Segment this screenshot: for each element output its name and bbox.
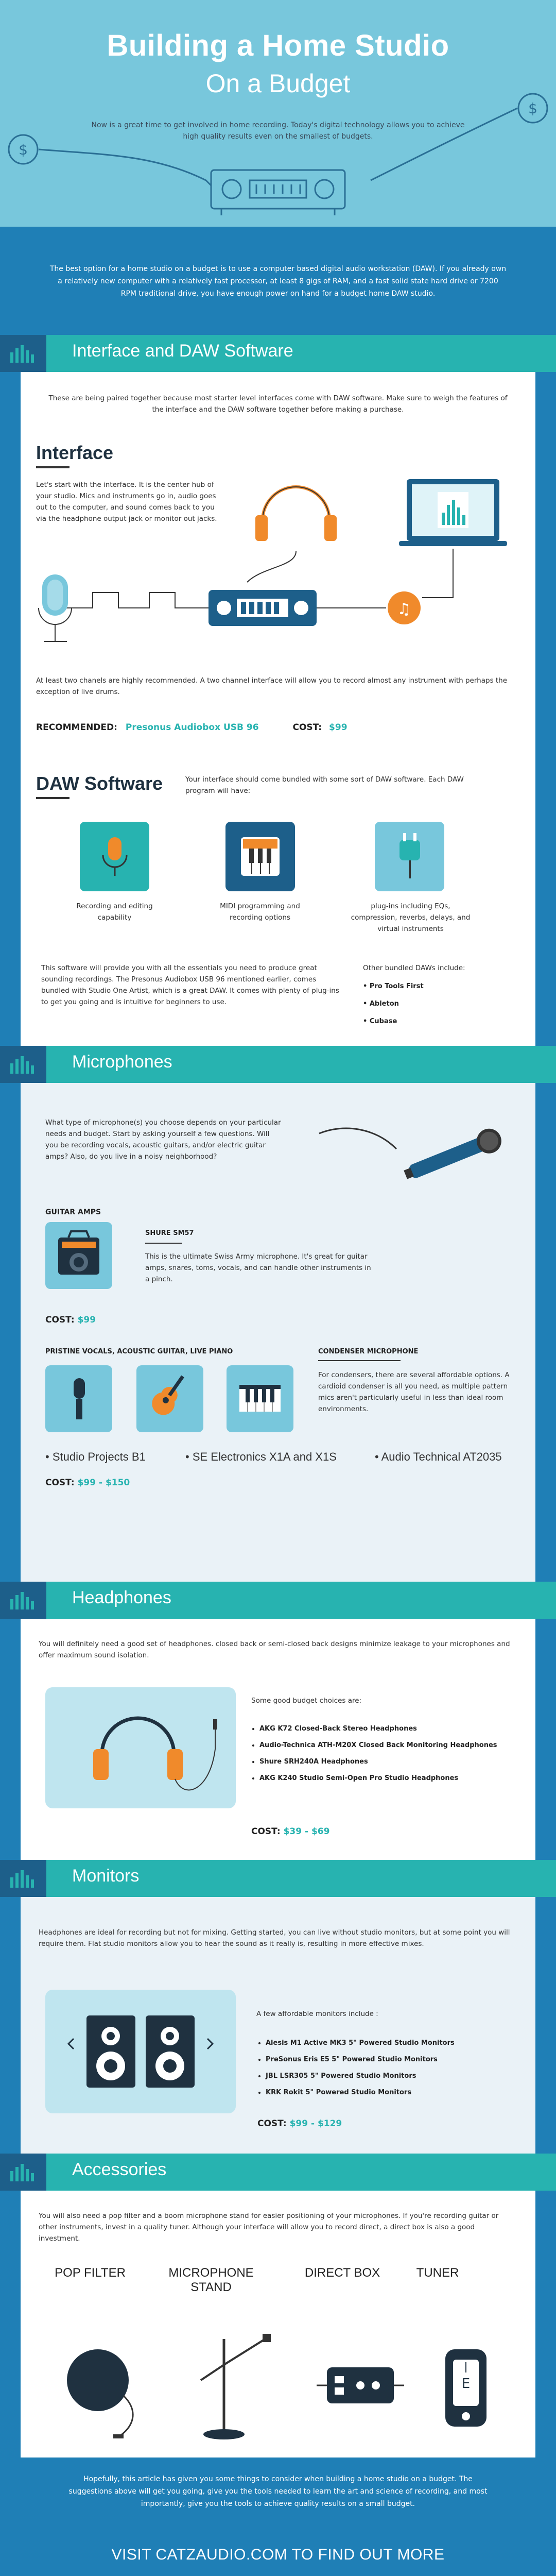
list-item: • Audio-Technica ATH-M20X Closed Back Monitoring Headphones: [259, 1737, 537, 1754]
hero-text: Now is a great time to get involved in home recording. Today's digital technology allows you to achieve high quality results even on the smallest of budgets.: [91, 121, 465, 141]
monitors-band: [0, 1860, 556, 1897]
monitors-choices-label: A few affordable monitors include :: [256, 2010, 378, 2018]
svg-text:$: $: [528, 100, 537, 117]
feature-midi: MIDI programming and recording options: [220, 902, 300, 922]
feature-recording: Recording and editing capability: [76, 902, 153, 922]
condenser-underline: [318, 1360, 401, 1361]
list-item: • Pro Tools First: [363, 982, 424, 990]
monitors-illustration: [45, 1990, 236, 2113]
list-item: • AKG K240 Studio Semi-Open Pro Studio Headphones: [259, 1770, 537, 1787]
interface-cost-label: COST:: [292, 722, 322, 733]
guitar-amps-label: GUITAR AMPS: [45, 1208, 101, 1216]
interface-daw-title: Interface and DAW Software: [72, 341, 293, 361]
pristine-label: PRISTINE VOCALS, ACOUSTIC GUITAR, LIVE PIANO: [45, 1348, 233, 1355]
mic-cost-2: COST: $99 - $150: [45, 1478, 130, 1488]
hero-section: [0, 0, 556, 227]
headphones-lead: You will definitely need a good set of headphones. closed back or semi-closed back designs minimize leakage to your microphones and offer maximum sound isolation.: [39, 1640, 510, 1659]
svg-text:♫: ♫: [397, 600, 411, 618]
condenser-label: CONDENSER MICROPHONE: [318, 1348, 419, 1355]
piano-icon: [227, 1365, 293, 1432]
acoustic-guitar-icon: [136, 1365, 203, 1432]
list-item: • KRK Rokit 5" Powered Studio Monitors: [266, 2084, 533, 2101]
guitar-amp-icon: [45, 1222, 112, 1289]
pop-filter-icon: [67, 2349, 133, 2438]
accessories-band: [0, 2154, 556, 2191]
accessories-title: Accessories: [72, 2160, 167, 2179]
microphones-band: [0, 1046, 556, 1083]
headphones-icon: [255, 487, 337, 541]
feature-plugins: plug-ins including EQs, compression, reverbs, delays, and virtual instruments: [351, 902, 471, 933]
accessories-illustrations: [31, 2303, 525, 2452]
other-daws-list: [363, 978, 424, 1030]
interface-daw-lead: These are being paired together because most starter level interfaces come with DAW software. Make sure to weigh the features of the interface and the DAW software together before making a purchase.: [48, 394, 508, 414]
channels-text: At least two chanels are highly recommended. A two channel interface will allow you to record almost any instrument with perhaps the exception of live drums.: [36, 676, 508, 696]
sm57-text: This is the ultimate Swiss Army microphone. It's great for guitar amps, snares, toms, vocals, and can handle other instruments in a pinch.: [145, 1252, 371, 1283]
daw-heading: DAW Software: [36, 773, 163, 799]
list-item: • Ableton: [363, 1000, 399, 1008]
svg-text:$: $: [19, 141, 28, 158]
midi-feature-icon: [225, 822, 295, 891]
interface-daw-band: [0, 335, 556, 372]
headphones-title: Headphones: [72, 1588, 171, 1607]
plugin-feature-icon: [375, 822, 444, 891]
sm57-label: SHURE SM57: [145, 1229, 194, 1237]
list-item: • Alesis M1 Active MK3 5" Powered Studio Monitors: [266, 2035, 533, 2052]
intro-section: [0, 247, 556, 335]
headphones-list: [250, 1721, 537, 1787]
equalizer-icon: [10, 2164, 41, 2181]
handheld-mic-icon: [314, 1118, 510, 1185]
interface-diagram: [31, 464, 525, 659]
mic-cost-1: COST: $99: [45, 1315, 96, 1325]
equalizer-icon: [10, 1056, 41, 1074]
svg-text:E: E: [461, 2376, 471, 2392]
condenser-text: For condensers, there are several affordable options. A cardioid condenser is all you need, as multiple pattern mics aren't particularly useful in less than ideal room environments.: [318, 1371, 510, 1413]
headphones-band: [0, 1582, 556, 1619]
monitors-title: Monitors: [72, 1866, 140, 1886]
recommended-line: [36, 722, 348, 733]
sm57-underline: [145, 1243, 182, 1244]
laptop-icon: [399, 479, 507, 546]
headphones-cost: COST: $39 - $69: [251, 1826, 330, 1837]
list-item: • JBL LSR305 5" Powered Studio Monitors: [266, 2068, 533, 2084]
microphone-icon: [39, 574, 72, 641]
monitors-list: [256, 2035, 533, 2101]
list-item: • AKG K72 Closed-Back Stereo Headphones: [259, 1721, 537, 1737]
list-item: • PreSonus Eris E5 5" Powered Studio Monitors: [266, 2052, 533, 2068]
recommended-value: Presonus Audiobox USB 96: [125, 722, 259, 733]
recommended-label: RECOMMENDED:: [36, 722, 117, 733]
monitors-lead: Headphones are ideal for recording but not for mixing. Getting started, you can live without studio monitors, but at some point you will require them. Flat studio monitors allow you to hear the sound as it really is, resulting in more effective mixes.: [39, 1928, 510, 1948]
recording-feature-icon: [80, 822, 149, 891]
mic-option-1: • Studio Projects B1: [45, 1450, 146, 1463]
interface-text: Let's start with the interface. It is the center hub of your studio. Mics and instruments go in, audio goes out to the computer, and sound comes back to you via the headphone output jack or monitor out jacks.: [36, 481, 217, 523]
headphones-illustration: [45, 1687, 236, 1808]
direct-box-icon: [317, 2367, 404, 2403]
tuner-icon: [445, 2349, 486, 2427]
footer-cta-link[interactable]: VISIT CATZAUDIO.COM TO FIND OUT MORE: [111, 2546, 445, 2563]
accessories-lead: You will also need a pop filter and a boom microphone stand for easier positioning of your microphones. If you're recording guitar or other instruments, invest in a quality tuner. Although your interface will allow you to record direct, a direct box is also a good investment.: [39, 2212, 499, 2243]
direct-box-label: DIRECT BOX: [304, 2266, 380, 2280]
headphones-choices-label: Some good budget choices are:: [251, 1697, 362, 1705]
tuner-label: TUNER: [416, 2266, 459, 2280]
list-item: • Shure SRH240A Headphones: [259, 1754, 537, 1770]
equalizer-icon: [10, 1592, 41, 1609]
equalizer-icon: [10, 345, 41, 363]
interface-heading: Interface: [36, 442, 113, 468]
mic-option-2: • SE Electronics X1A and X1S: [185, 1450, 337, 1463]
audio-interface-icon: [208, 590, 317, 626]
interface-cost-value: $99: [329, 722, 348, 733]
condenser-mic-icon: [45, 1365, 112, 1432]
microphones-title: Microphones: [72, 1052, 172, 1072]
other-daws-label: Other bundled DAWs include:: [363, 964, 465, 972]
hero-title: Building a Home Studio: [107, 29, 449, 62]
hero-subtitle: On a Budget: [205, 69, 351, 98]
mic-stand-label: MICROPHONE STAND: [168, 2266, 254, 2294]
intro-text: The best option for a home studio on a budget is to use a computer based digital audio workstation (DAW). If you already own a relatively new computer with a relatively fast processor, at least 8 gigs of RAM, and a fast solid state hard drive or 7200 RPM traditional drive, you have enough power on hand for a budget home DAW studio.: [49, 265, 507, 298]
mic-option-3: • Audio Technical AT2035: [375, 1450, 502, 1463]
daw-text: This software will provide you with all the essentials you need to produce great sounding recordings. The Presonus Audiobox USB 96 mentioned earlier, comes bundled with Studio One Artist, which is a great DAW. It comes with plenty of plug-ins to get you going and is intuitive for beginners to use.: [41, 964, 339, 1006]
monitors-cost: COST: $99 - $129: [257, 2119, 342, 2129]
music-note-icon: [388, 591, 421, 624]
list-item: • Cubase: [363, 1018, 397, 1025]
equalizer-icon: [10, 1870, 41, 1888]
microphones-lead: What type of microphone(s) you choose depends on your particular needs and budget. Start by asking yourself a few questions. Will you be recording vocals, acoustic guitars, and/or electric guitar amps? Also, do you live in a noisy neighborhood?: [45, 1118, 281, 1161]
footer-text: Hopefully, this article has given you some things to consider when building a home studio on a budget. The suggestions above will get you going, give you the tools needed to learn the art and science of recording, and most importantly, give you the tools to achieve quality results on a small budget.: [68, 2475, 488, 2508]
daw-intro: Your interface should come bundled with some sort of DAW software. Each DAW program will have:: [185, 775, 464, 795]
pop-filter-label: POP FILTER: [55, 2266, 126, 2280]
mic-stand-icon: [201, 2334, 271, 2439]
